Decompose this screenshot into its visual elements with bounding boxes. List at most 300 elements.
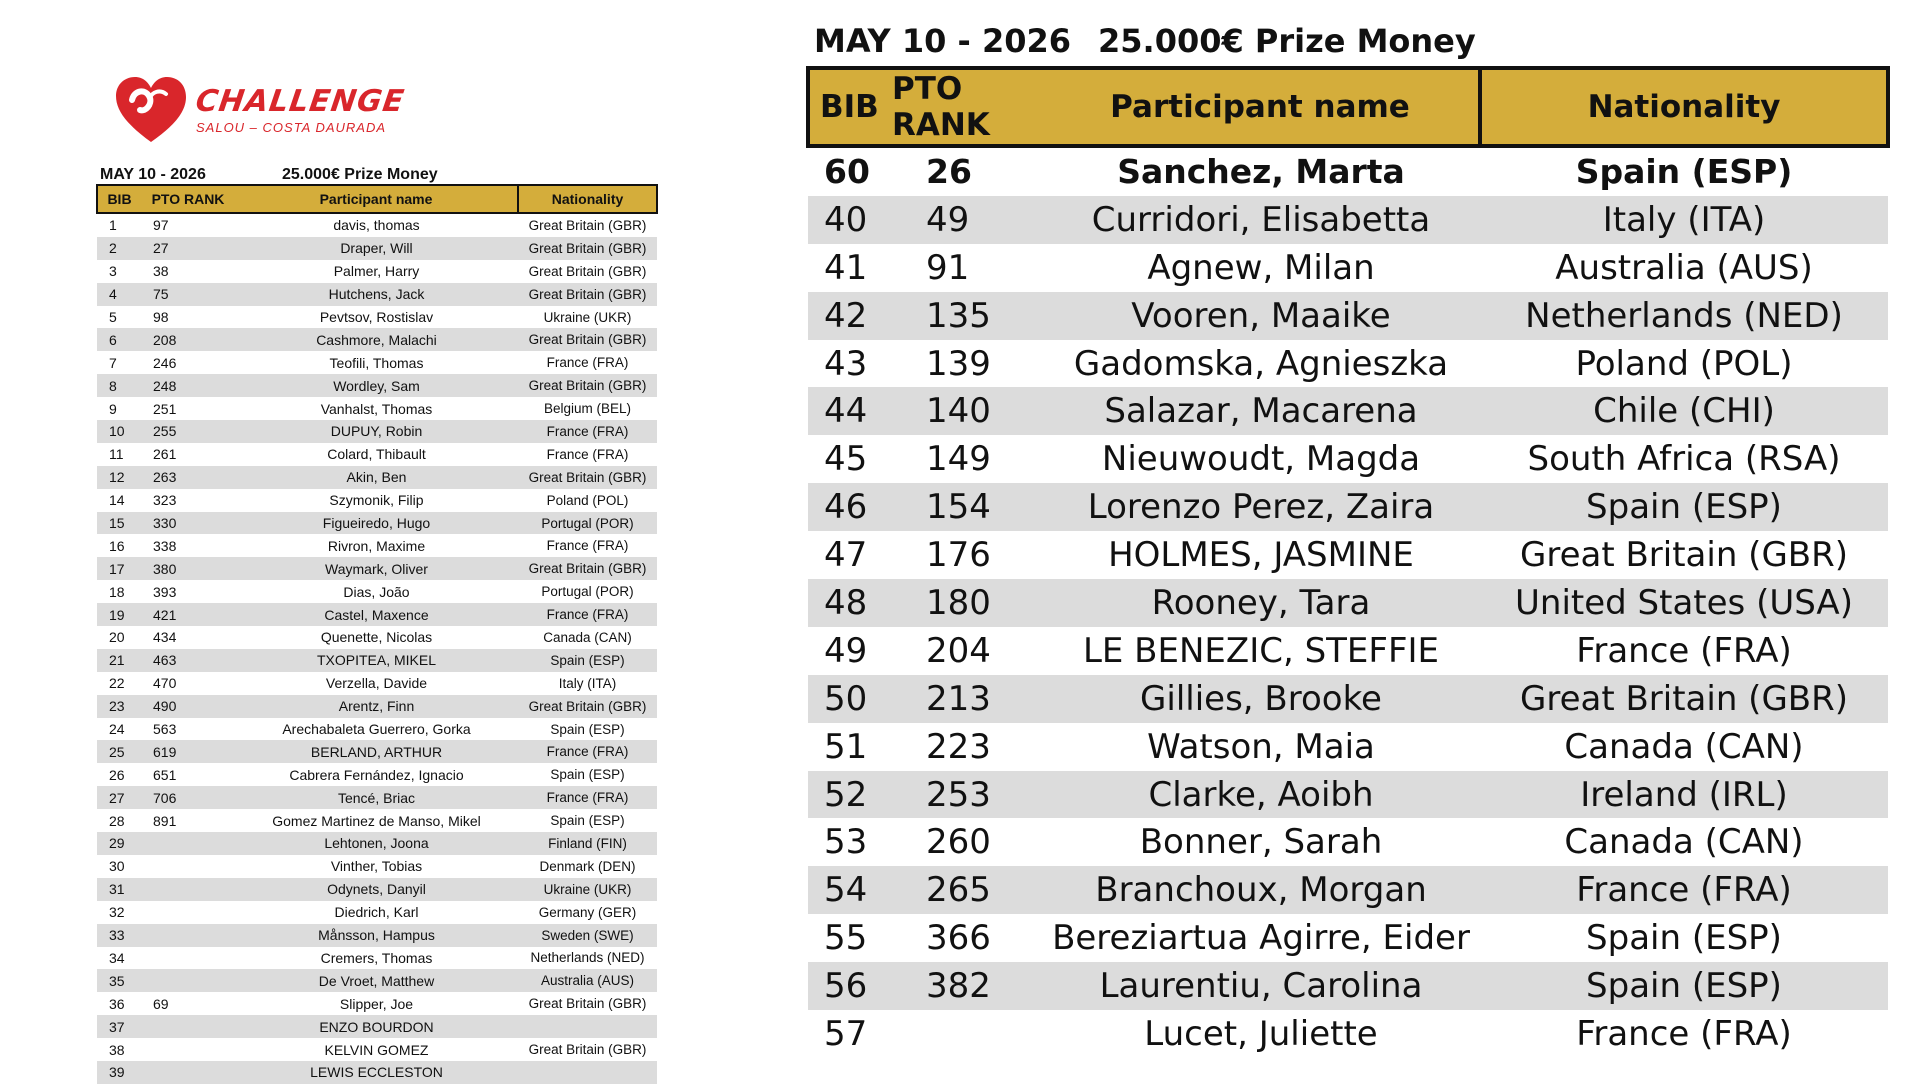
name-cell: Dias, João bbox=[343, 583, 410, 600]
col-bib: BIB bbox=[97, 185, 141, 213]
name-cell: Gomez Martinez de Manso, Mikel bbox=[272, 812, 481, 829]
nationality-cell: Canada (CAN) bbox=[1564, 726, 1804, 767]
brand-name: CHALLENGE bbox=[193, 84, 407, 119]
name-cell: Lorenzo Perez, Zaira bbox=[1042, 483, 1480, 531]
bib-cell: 32 bbox=[109, 904, 125, 921]
nationality-cell bbox=[518, 1015, 657, 1038]
table-row bbox=[97, 512, 657, 535]
table-row bbox=[97, 763, 657, 786]
bib-cell: 20 bbox=[109, 629, 125, 646]
bib-cell: 21 bbox=[97, 649, 141, 672]
name-cell: Bonner, Sarah bbox=[1139, 822, 1383, 863]
rank-cell: 246 bbox=[153, 354, 177, 371]
nationality-cell: Italy (ITA) bbox=[1480, 196, 1888, 244]
rank-cell: 91 bbox=[926, 247, 970, 288]
nationality-cell: Great Britain (GBR) bbox=[518, 237, 657, 260]
rank-cell: 204 bbox=[926, 630, 991, 671]
table-row bbox=[97, 832, 657, 855]
bib-cell: 37 bbox=[97, 1015, 141, 1038]
rank-cell bbox=[141, 947, 235, 970]
bib-cell: 38 bbox=[109, 1041, 125, 1058]
table-row bbox=[97, 534, 657, 557]
bib-cell: 31 bbox=[97, 878, 141, 901]
race-date: MAY 10 - 2026 bbox=[814, 22, 1072, 60]
name-cell: Sanchez, Marta bbox=[1117, 152, 1405, 192]
bib-cell: 46 bbox=[808, 483, 892, 531]
bib-cell: 10 bbox=[97, 420, 141, 443]
table-header-row bbox=[97, 185, 657, 213]
name-cell: HOLMES, JASMINE bbox=[1108, 535, 1414, 576]
table-row bbox=[97, 306, 657, 329]
bib-cell: 53 bbox=[824, 822, 868, 863]
nationality-cell: Spain (ESP) bbox=[550, 767, 625, 783]
nationality-cell: Denmark (DEN) bbox=[539, 858, 636, 874]
name-cell: Pevtsov, Rostislav bbox=[319, 309, 434, 325]
bib-cell: 56 bbox=[808, 962, 892, 1010]
nationality-cell: Ukraine (UKR) bbox=[518, 878, 657, 901]
nationality-cell: Canada (CAN) bbox=[543, 629, 632, 645]
nationality-cell: France (FRA) bbox=[518, 786, 657, 809]
rank-cell: 463 bbox=[141, 649, 235, 672]
rank-cell: 421 bbox=[141, 603, 235, 626]
name-cell: davis, thomas bbox=[333, 217, 420, 234]
name-cell: Rooney, Tara bbox=[1042, 579, 1480, 627]
heart-swirl-icon bbox=[112, 74, 190, 146]
nationality-cell: Spain (ESP) bbox=[1480, 483, 1888, 531]
bib-cell: 44 bbox=[808, 387, 892, 435]
rank-cell: 706 bbox=[141, 786, 235, 809]
bib-cell: 55 bbox=[824, 918, 868, 959]
bib-cell: 24 bbox=[109, 721, 125, 738]
nationality-cell: France (FRA) bbox=[1576, 1013, 1792, 1054]
rank-cell: 490 bbox=[141, 695, 235, 718]
name-cell: Quenette, Nicolas bbox=[320, 629, 433, 646]
name-cell: Colard, Thibault bbox=[327, 446, 426, 463]
name-cell: Palmer, Harry bbox=[333, 263, 420, 280]
rank-cell: 38 bbox=[153, 263, 169, 280]
bib-cell: 43 bbox=[824, 343, 868, 384]
bib-cell: 18 bbox=[109, 583, 125, 600]
name-cell: Bereziartua Agirre, Eider bbox=[1052, 918, 1470, 959]
table-row bbox=[808, 627, 1888, 675]
table-row bbox=[808, 292, 1888, 340]
nationality-cell: United States (USA) bbox=[1480, 579, 1888, 627]
nationality-cell: Germany (GER) bbox=[538, 904, 637, 920]
table-row bbox=[97, 649, 657, 672]
table-row bbox=[97, 374, 657, 397]
rank-cell bbox=[141, 878, 235, 901]
table-row bbox=[97, 626, 657, 649]
name-cell: Waymark, Oliver bbox=[235, 557, 518, 580]
table-row bbox=[808, 771, 1888, 819]
nationality-cell: South Africa (RSA) bbox=[1527, 439, 1841, 480]
bib-cell: 60 bbox=[824, 152, 870, 192]
name-cell: Salazar, Macarena bbox=[1042, 387, 1480, 435]
rank-cell: 149 bbox=[926, 439, 991, 480]
bib-cell: 9 bbox=[109, 400, 117, 417]
rank-cell: 208 bbox=[141, 328, 235, 351]
nationality-cell: Spain (ESP) bbox=[550, 813, 625, 829]
name-cell: Cremers, Thomas bbox=[320, 949, 433, 966]
rank-cell: 563 bbox=[153, 721, 177, 738]
brand-subtitle: SALOU – COSTA DAURADA bbox=[196, 120, 387, 135]
nationality-cell: Great Britain (GBR) bbox=[1480, 675, 1888, 723]
nationality-cell: Netherlands (NED) bbox=[530, 950, 645, 966]
nationality-cell: Great Britain (GBR) bbox=[528, 217, 647, 233]
rank-cell bbox=[892, 1010, 1042, 1058]
bib-cell: 29 bbox=[97, 832, 141, 855]
name-cell: Odynets, Danyil bbox=[235, 878, 518, 901]
name-cell: Hutchens, Jack bbox=[235, 283, 518, 306]
bib-cell: 33 bbox=[97, 924, 141, 947]
name-cell: Rivron, Maxime bbox=[327, 537, 426, 554]
name-cell: ENZO BOURDON bbox=[235, 1015, 518, 1038]
rank-cell: 619 bbox=[141, 740, 235, 763]
rank-cell: 470 bbox=[153, 675, 177, 692]
rank-cell: 251 bbox=[153, 400, 177, 417]
bib-cell: 40 bbox=[808, 196, 892, 244]
bib-cell: 52 bbox=[808, 771, 892, 819]
table-row bbox=[808, 818, 1888, 866]
table-row bbox=[97, 328, 657, 351]
table-row bbox=[97, 855, 657, 878]
name-cell: Teofili, Thomas bbox=[329, 354, 424, 371]
name-cell: Cashmore, Malachi bbox=[235, 328, 518, 351]
bib-cell: 2 bbox=[97, 237, 141, 260]
rank-cell: 651 bbox=[153, 766, 177, 783]
bib-cell: 4 bbox=[97, 283, 141, 306]
table-header-row bbox=[808, 68, 1888, 146]
nationality-cell: Great Britain (GBR) bbox=[518, 374, 657, 397]
bib-cell: 25 bbox=[97, 740, 141, 763]
name-cell: Tencé, Briac bbox=[235, 786, 518, 809]
table-row bbox=[808, 435, 1888, 483]
name-cell: Vanhalst, Thomas bbox=[320, 400, 433, 417]
bib-cell: 22 bbox=[109, 675, 125, 692]
name-cell: Clarke, Aoibh bbox=[1042, 771, 1480, 819]
table-row bbox=[808, 146, 1888, 196]
bib-cell: 42 bbox=[808, 292, 892, 340]
rank-cell: 382 bbox=[892, 962, 1042, 1010]
nationality-cell: France (FRA) bbox=[1576, 630, 1792, 671]
race-date: MAY 10 - 2026 bbox=[100, 166, 206, 183]
rank-cell: 97 bbox=[153, 217, 169, 234]
nationality-cell: Portugal (POR) bbox=[518, 512, 657, 535]
nationality-cell: France (FRA) bbox=[518, 740, 657, 763]
nationality-cell: Canada (CAN) bbox=[1564, 822, 1804, 863]
name-cell: LEWIS ECCLESTON bbox=[235, 1061, 518, 1084]
bib-cell: 51 bbox=[824, 726, 868, 767]
nationality-cell: Great Britain (GBR) bbox=[518, 695, 657, 718]
nationality-cell: Belgium (BEL) bbox=[543, 401, 632, 417]
table-row bbox=[97, 420, 657, 443]
table-row bbox=[97, 557, 657, 580]
col-nationality: Nationality bbox=[518, 185, 657, 213]
name-cell: Curridori, Elisabetta bbox=[1042, 196, 1480, 244]
name-cell: Verzella, Davide bbox=[325, 675, 428, 692]
table-row bbox=[808, 962, 1888, 1010]
rank-cell: 265 bbox=[892, 866, 1042, 914]
nationality-cell: Australia (AUS) bbox=[518, 969, 657, 992]
bib-cell: 23 bbox=[97, 695, 141, 718]
table-row bbox=[808, 579, 1888, 627]
rank-cell: 140 bbox=[892, 387, 1042, 435]
bib-cell: 27 bbox=[97, 786, 141, 809]
men-table bbox=[96, 184, 658, 1084]
nationality-cell: France (FRA) bbox=[518, 603, 657, 626]
name-cell: KELVIN GOMEZ bbox=[324, 1041, 429, 1058]
name-cell: Wordley, Sam bbox=[235, 374, 518, 397]
rank-cell: 180 bbox=[892, 579, 1042, 627]
rank-cell: 255 bbox=[141, 420, 235, 443]
bib-cell: 30 bbox=[109, 858, 125, 875]
bib-cell: 15 bbox=[97, 512, 141, 535]
table-row bbox=[97, 237, 657, 260]
col-name: Participant name bbox=[1042, 68, 1480, 146]
nationality-cell: Chile (CHI) bbox=[1480, 387, 1888, 435]
table-row bbox=[97, 443, 657, 466]
rank-cell: 261 bbox=[153, 446, 177, 463]
bib-cell: 48 bbox=[808, 579, 892, 627]
nationality-cell: Great Britain (GBR) bbox=[518, 557, 657, 580]
rank-cell: 323 bbox=[153, 492, 177, 509]
rank-cell bbox=[141, 1015, 235, 1038]
table-row bbox=[808, 244, 1888, 292]
bib-cell: 7 bbox=[109, 354, 117, 371]
table-row bbox=[97, 992, 657, 1015]
table-row bbox=[808, 675, 1888, 723]
nationality-cell: Ireland (IRL) bbox=[1480, 771, 1888, 819]
name-cell: Szymonik, Filip bbox=[329, 492, 424, 509]
table-row bbox=[97, 718, 657, 741]
rank-cell: 75 bbox=[141, 283, 235, 306]
table-row bbox=[97, 1015, 657, 1038]
table-row bbox=[97, 924, 657, 947]
name-cell: BERLAND, ARTHUR bbox=[235, 740, 518, 763]
col-bib: BIB bbox=[808, 68, 892, 146]
name-cell: Laurentiu, Carolina bbox=[1042, 962, 1480, 1010]
nationality-cell: Portugal (POR) bbox=[541, 584, 634, 600]
bib-cell: 8 bbox=[97, 374, 141, 397]
rank-cell: 27 bbox=[141, 237, 235, 260]
rank-cell: 154 bbox=[892, 483, 1042, 531]
bib-cell: 34 bbox=[109, 949, 125, 966]
name-cell: DUPUY, Robin bbox=[235, 420, 518, 443]
name-cell: Vooren, Maaike bbox=[1042, 292, 1480, 340]
bib-cell: 36 bbox=[109, 995, 125, 1012]
name-cell: Gadomska, Agnieszka bbox=[1073, 343, 1449, 384]
table-row bbox=[97, 969, 657, 992]
nationality-cell bbox=[518, 1061, 657, 1084]
nationality-cell: France (FRA) bbox=[546, 538, 629, 554]
table-row bbox=[808, 340, 1888, 388]
name-cell: Figueiredo, Hugo bbox=[235, 512, 518, 535]
nationality-cell: Italy (ITA) bbox=[558, 675, 617, 691]
table-row bbox=[97, 603, 657, 626]
table-row bbox=[97, 489, 657, 512]
table-row bbox=[97, 947, 657, 970]
nationality-cell: France (FRA) bbox=[518, 420, 657, 443]
bib-cell: 17 bbox=[97, 557, 141, 580]
nationality-cell: Spain (ESP) bbox=[550, 721, 625, 737]
rank-cell bbox=[141, 969, 235, 992]
nationality-cell: Great Britain (GBR) bbox=[528, 263, 647, 279]
table-row bbox=[97, 695, 657, 718]
nationality-cell: Great Britain (GBR) bbox=[528, 1042, 647, 1057]
bib-cell: 45 bbox=[824, 439, 868, 480]
men-startlist-panel bbox=[96, 70, 661, 1084]
rank-cell: 891 bbox=[153, 812, 177, 829]
name-cell: Slipper, Joe bbox=[339, 995, 414, 1012]
bib-cell: 54 bbox=[808, 866, 892, 914]
rank-cell: 135 bbox=[892, 292, 1042, 340]
nationality-cell: Great Britain (GBR) bbox=[518, 328, 657, 351]
col-rank: PTO RANK bbox=[892, 68, 1042, 146]
nationality-cell: Ukraine (UKR) bbox=[543, 309, 632, 325]
women-startlist-panel bbox=[806, 20, 1886, 1058]
bib-cell: 47 bbox=[824, 535, 868, 576]
nationality-cell: Netherlands (NED) bbox=[1480, 292, 1888, 340]
name-cell: Branchoux, Morgan bbox=[1042, 866, 1480, 914]
table-row bbox=[808, 387, 1888, 435]
rank-cell: 393 bbox=[153, 583, 177, 600]
nationality-cell: Australia (AUS) bbox=[1555, 247, 1813, 288]
table-row bbox=[97, 878, 657, 901]
table-row bbox=[97, 901, 657, 924]
rank-cell: 260 bbox=[926, 822, 991, 863]
table-row bbox=[808, 1010, 1888, 1058]
rank-cell: 176 bbox=[926, 535, 991, 576]
nationality-cell: France (FRA) bbox=[546, 446, 629, 462]
bib-cell: 5 bbox=[109, 309, 117, 325]
name-cell: LE BENEZIC, STEFFIE bbox=[1082, 630, 1440, 671]
col-nationality: Nationality bbox=[1480, 68, 1888, 146]
women-headline bbox=[806, 20, 1886, 66]
rank-cell bbox=[141, 832, 235, 855]
table-row bbox=[808, 196, 1888, 244]
nationality-cell: France (FRA) bbox=[1480, 866, 1888, 914]
rank-cell: 380 bbox=[141, 557, 235, 580]
rank-cell: 330 bbox=[141, 512, 235, 535]
bib-cell: 16 bbox=[109, 537, 125, 554]
bib-cell: 11 bbox=[109, 446, 124, 463]
name-cell: Lehtonen, Joona bbox=[235, 832, 518, 855]
table-row bbox=[97, 283, 657, 306]
rank-cell: 434 bbox=[153, 629, 177, 646]
bib-cell: 6 bbox=[97, 328, 141, 351]
prize-money: 25.000€ Prize Money bbox=[1098, 22, 1476, 60]
table-row bbox=[97, 351, 657, 374]
table-row bbox=[97, 1038, 657, 1061]
women-table bbox=[806, 66, 1890, 1058]
bib-cell: 12 bbox=[97, 466, 141, 489]
name-cell: Cabrera Fernández, Ignacio bbox=[289, 766, 464, 783]
bib-cell: 3 bbox=[109, 263, 117, 280]
rank-cell: 338 bbox=[153, 537, 177, 554]
name-cell: Arechabaleta Guerrero, Gorka bbox=[282, 721, 471, 738]
rank-cell: 213 bbox=[892, 675, 1042, 723]
nationality-cell: Great Britain (GBR) bbox=[518, 283, 657, 306]
nationality-cell: Spain (ESP) bbox=[1575, 152, 1793, 192]
rank-cell bbox=[141, 901, 235, 924]
nationality-cell: Great Britain (GBR) bbox=[528, 996, 647, 1012]
bib-cell: 28 bbox=[109, 812, 125, 829]
rank-cell: 366 bbox=[926, 918, 991, 959]
table-row bbox=[808, 483, 1888, 531]
name-cell: Lucet, Juliette bbox=[1144, 1013, 1378, 1054]
rank-cell: 26 bbox=[926, 152, 972, 192]
bib-cell: 26 bbox=[109, 766, 125, 783]
rank-cell: 69 bbox=[153, 995, 169, 1012]
rank-cell: 248 bbox=[141, 374, 235, 397]
rank-cell: 98 bbox=[153, 309, 169, 325]
bib-cell: 1 bbox=[109, 217, 117, 234]
table-row bbox=[97, 213, 657, 237]
name-cell: Arentz, Finn bbox=[235, 695, 518, 718]
table-row bbox=[808, 866, 1888, 914]
bib-cell: 49 bbox=[824, 630, 868, 671]
rank-cell bbox=[141, 924, 235, 947]
nationality-cell: France (FRA) bbox=[546, 355, 629, 371]
nationality-cell: Spain (ESP) bbox=[1586, 918, 1782, 959]
bib-cell: 57 bbox=[824, 1013, 868, 1054]
rank-cell: 253 bbox=[892, 771, 1042, 819]
rank-cell bbox=[141, 1061, 235, 1084]
table-row bbox=[808, 914, 1888, 962]
name-cell: Nieuwoudt, Magda bbox=[1101, 439, 1421, 480]
name-cell: Castel, Maxence bbox=[235, 603, 518, 626]
bib-cell: 19 bbox=[97, 603, 141, 626]
table-row bbox=[808, 531, 1888, 579]
nationality-cell: Poland (POL) bbox=[1575, 343, 1793, 384]
name-cell: Diedrich, Karl bbox=[334, 904, 419, 921]
challenge-logo bbox=[96, 70, 661, 148]
name-cell: De Vroet, Matthew bbox=[235, 969, 518, 992]
men-headline bbox=[96, 162, 661, 184]
table-row bbox=[97, 740, 657, 763]
name-cell: Akin, Ben bbox=[235, 466, 518, 489]
table-row bbox=[97, 580, 657, 603]
table-row bbox=[97, 1061, 657, 1084]
name-cell: Månsson, Hampus bbox=[235, 924, 518, 947]
name-cell: Draper, Will bbox=[235, 237, 518, 260]
bib-cell: 35 bbox=[97, 969, 141, 992]
table-row bbox=[97, 260, 657, 283]
col-rank: PTO RANK bbox=[141, 185, 235, 213]
bib-cell: 41 bbox=[824, 247, 868, 288]
nationality-cell: Spain (ESP) bbox=[518, 649, 657, 672]
nationality-cell: Finland (FIN) bbox=[518, 832, 657, 855]
rank-cell: 139 bbox=[926, 343, 991, 384]
table-row bbox=[808, 723, 1888, 771]
nationality-cell: Poland (POL) bbox=[546, 492, 629, 508]
name-cell: Vinther, Tobias bbox=[330, 858, 423, 875]
rank-cell: 223 bbox=[926, 726, 991, 767]
table-row bbox=[97, 672, 657, 695]
rank-cell bbox=[141, 855, 235, 878]
table-row bbox=[97, 786, 657, 809]
nationality-cell: Sweden (SWE) bbox=[518, 924, 657, 947]
rank-cell: 263 bbox=[141, 466, 235, 489]
nationality-cell: Spain (ESP) bbox=[1480, 962, 1888, 1010]
bib-cell: 50 bbox=[808, 675, 892, 723]
bib-cell: 14 bbox=[109, 492, 125, 509]
bib-cell: 39 bbox=[97, 1061, 141, 1084]
name-cell: Agnew, Milan bbox=[1147, 247, 1375, 288]
table-row bbox=[97, 466, 657, 489]
rank-cell bbox=[141, 1038, 235, 1061]
nationality-cell: Great Britain (GBR) bbox=[518, 466, 657, 489]
